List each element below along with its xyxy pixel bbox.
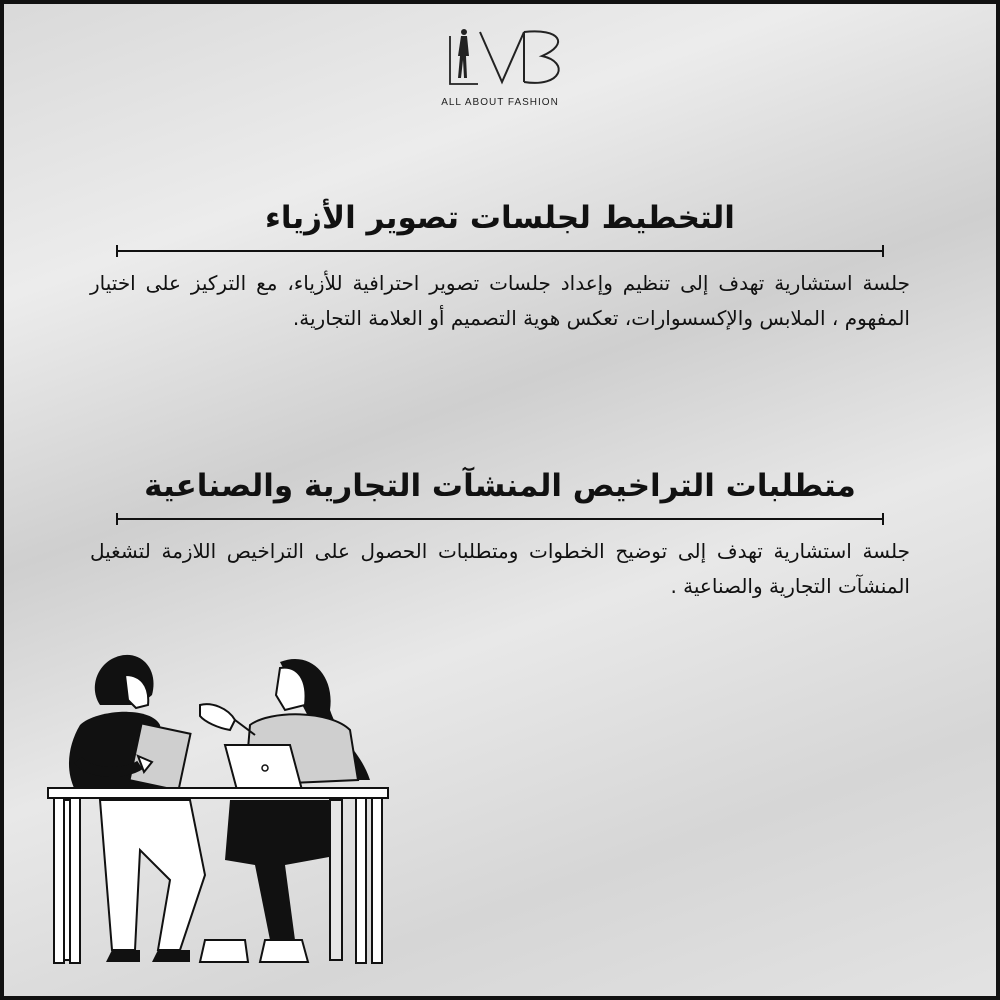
section-divider (116, 518, 884, 520)
brand-logo (420, 22, 580, 112)
two-women-meeting-icon (40, 650, 400, 970)
section-divider (116, 250, 884, 252)
section-title: التخطيط لجلسات تصوير الأزياء (265, 200, 735, 236)
brand-tagline: ALL ABOUT FASHION (441, 97, 559, 108)
section-licensing (90, 468, 910, 604)
section-body: جلسة استشارية تهدف إلى توضيح الخطوات ومتطلبات الحصول على التراخيص اللازمة لتشغيل المنشآت التجارية والصناعية . (90, 539, 910, 598)
section-title: متطلبات التراخيص المنشآت التجارية والصناعية (144, 468, 856, 504)
meeting-illustration (40, 650, 400, 970)
section-body: جلسة استشارية تهدف إلى تنظيم وإعداد جلسات تصوير احترافية للأزياء، مع التركيز على اختيار المفهوم ، الملابس والإكسسوارات، تعكس هوية التصميم أو العلامة التجارية. (90, 271, 910, 330)
section-fashion-shoots (90, 200, 910, 336)
vb-monogram-icon (420, 22, 580, 94)
